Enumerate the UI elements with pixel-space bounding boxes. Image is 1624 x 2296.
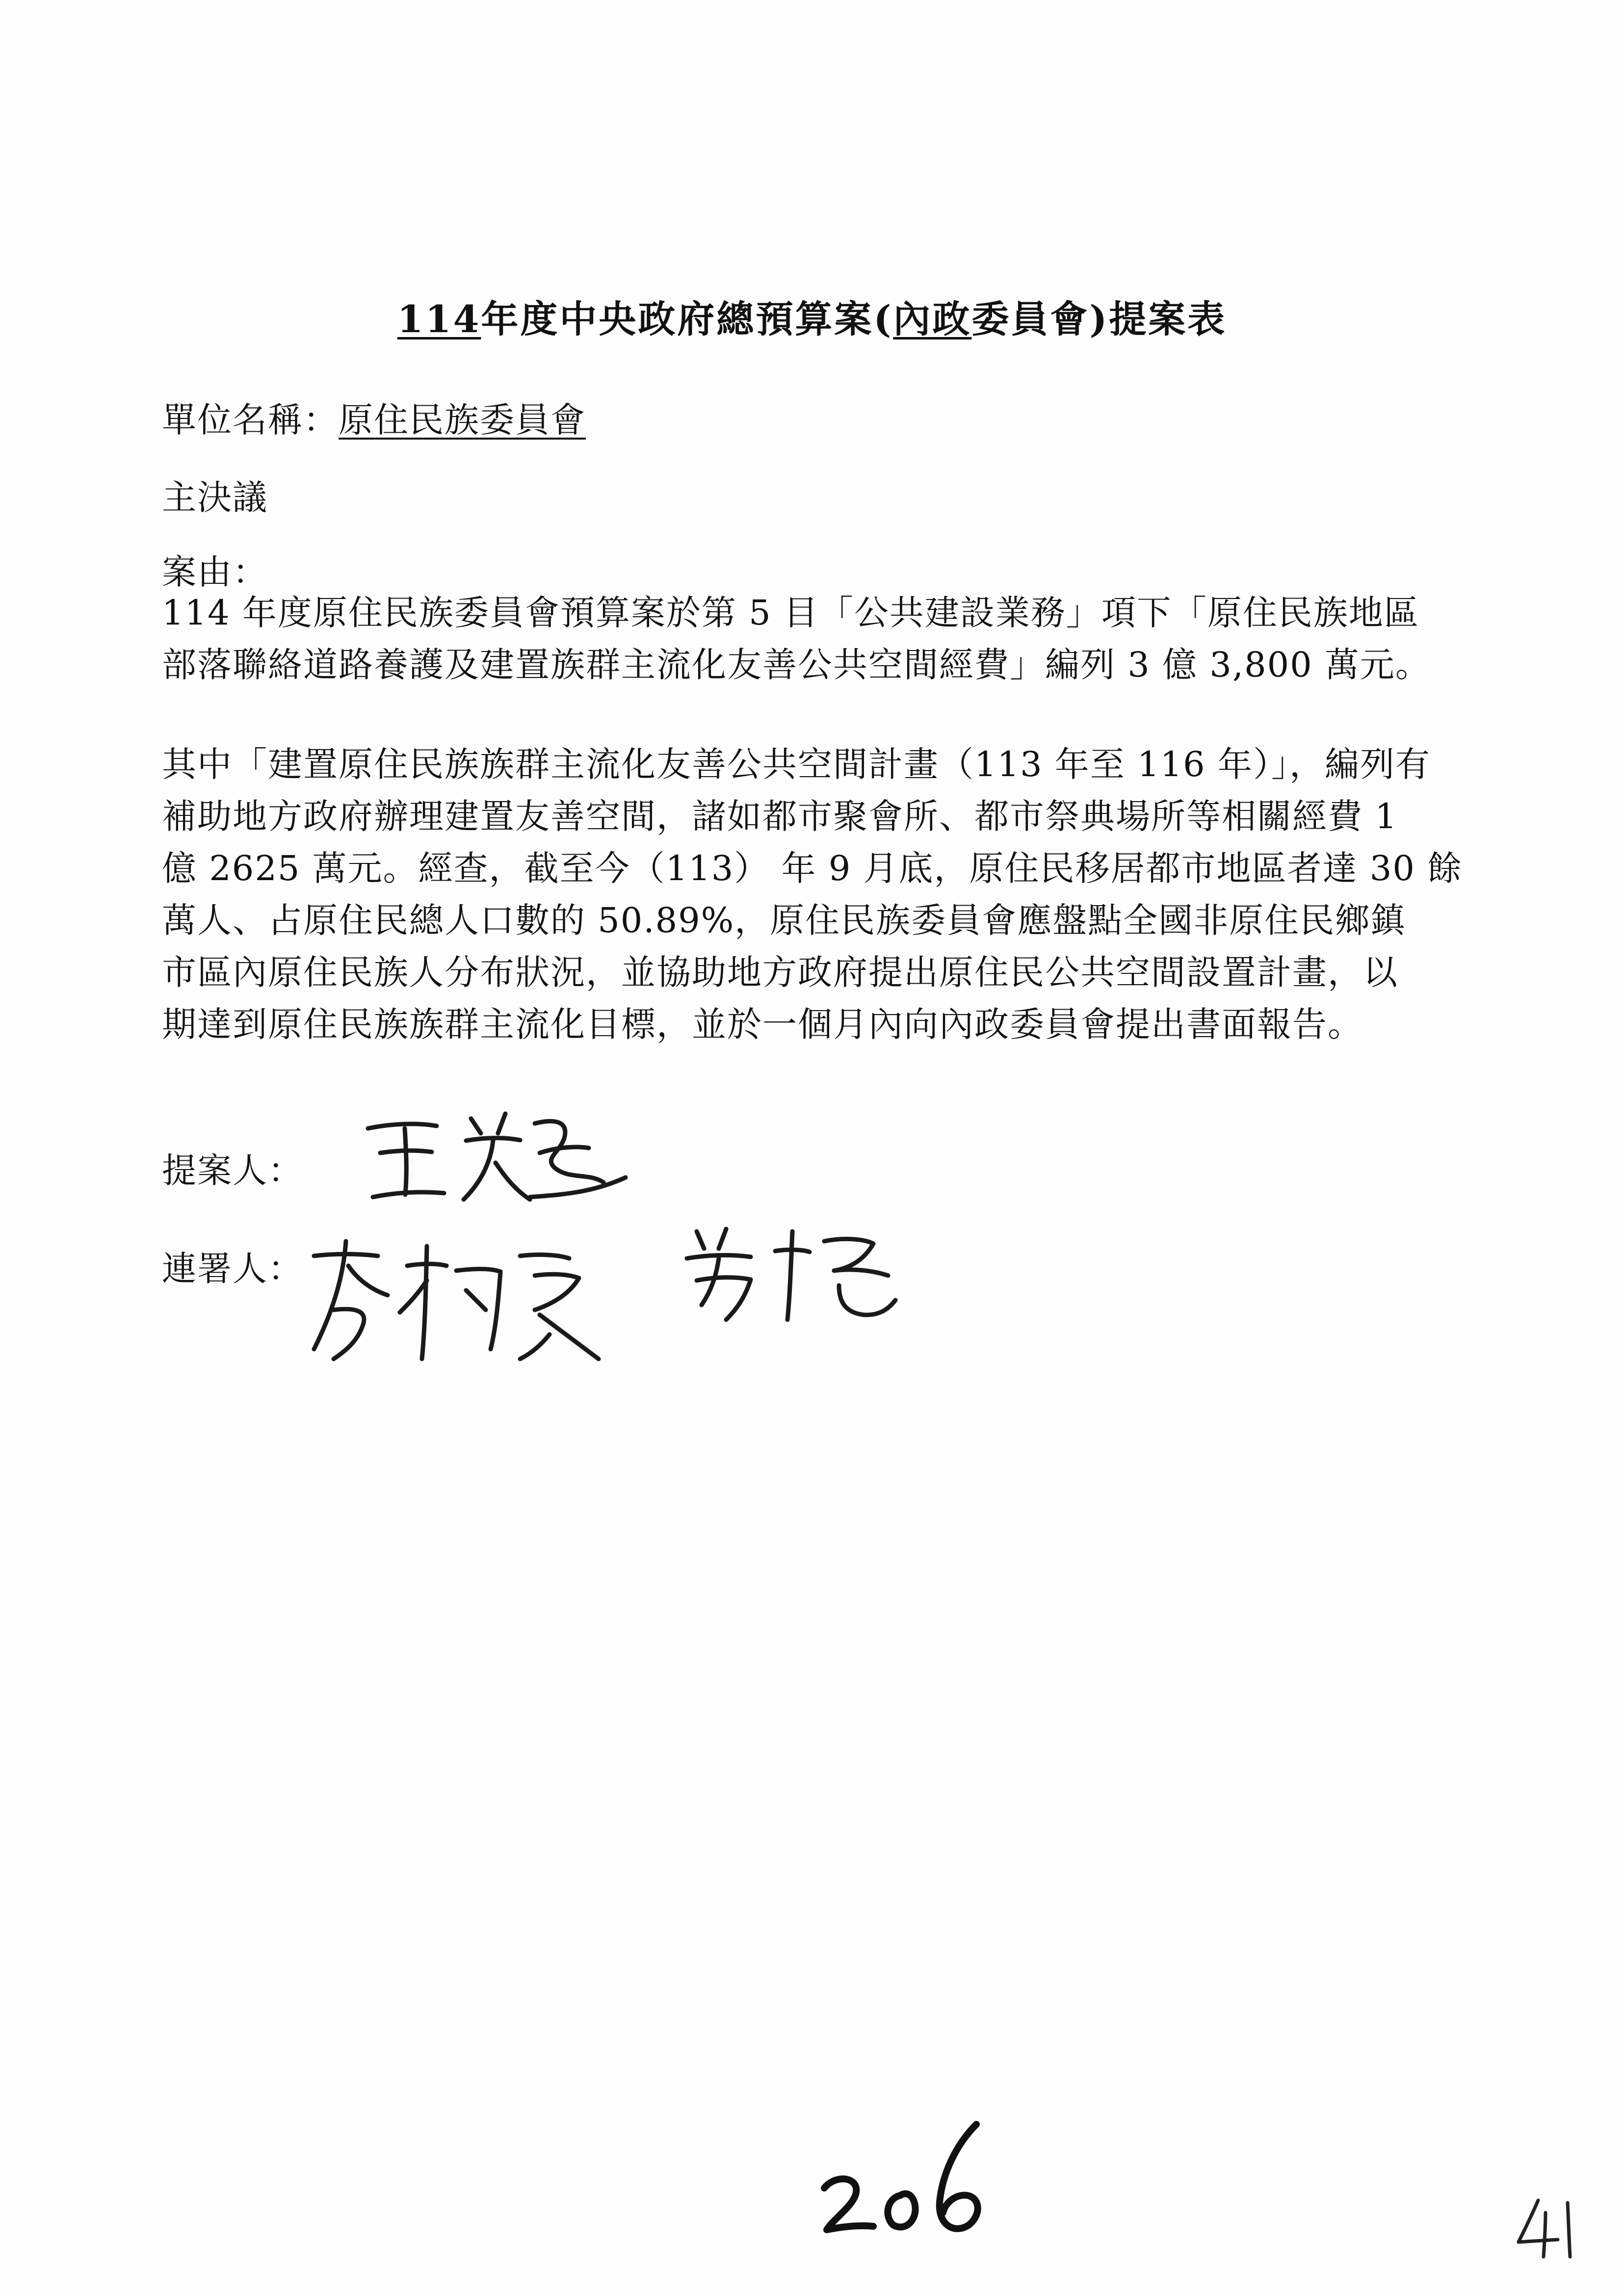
paragraph-2-line: 期達到原住民族族群主流化目標，並於一個月內向內政委員會提出書面報告。 [162, 1004, 1363, 1044]
title-year: 114 [397, 297, 481, 341]
proposer-label: 提案人： [162, 1150, 303, 1191]
paragraph-2-line: 其中「建置原住民族族群主流化友善公共空間計畫（113 年至 116 年）」，編列有 [162, 744, 1431, 784]
paragraph-2-line: 市區內原住民族人分布狀況，並協助地方政府提出原住民公共空間設置計畫，以 [162, 952, 1398, 992]
cosigner-signature-2 [677, 1222, 903, 1330]
cosigner-signature-1 [304, 1236, 608, 1374]
paragraph-1-line: 114 年度原住民族委員會預算案於第 5 目「公共建設業務」項下「原住民族地區 [162, 593, 1419, 633]
title-end: 委員會)提案表 [971, 297, 1227, 341]
paragraph-2-line: 萬人、占原住民總人口數的 50.89%，原住民族委員會應盤點全國非原住民鄉鎮 [162, 900, 1406, 940]
title-mid: 年度中央政府總預算案( [481, 297, 893, 341]
handwritten-page-number [814, 2114, 1001, 2242]
paragraph-2 [162, 738, 1526, 1050]
page-number [1511, 2193, 1580, 2262]
paragraph-2-line: 補助地方政府辦理建置友善空間，諸如都市聚會所、都市祭典場所等相關經費 1 [162, 796, 1398, 836]
document-title [0, 289, 1624, 343]
paragraph-2-line: 億 2625 萬元。經查，截至今（113） 年 9 月底，原住民移居都市地區者達 30 餘 [162, 848, 1463, 888]
cosigner-label: 連署人： [162, 1249, 303, 1289]
unit-label: 單位名稱： [162, 400, 339, 440]
proposer-signature [358, 1099, 633, 1212]
reason-label: 案由： [162, 552, 268, 592]
resolution-label: 主決議 [162, 477, 268, 518]
unit-value: 原住民族委員會 [339, 400, 586, 440]
title-committee: 內政 [893, 297, 972, 341]
unit-line [162, 392, 586, 442]
paragraph-1 [162, 587, 1526, 691]
paragraph-1-line: 部落聯絡道路養護及建置族群主流化友善公共空間經費」編列 3 億 3,800 萬元。 [162, 645, 1431, 685]
